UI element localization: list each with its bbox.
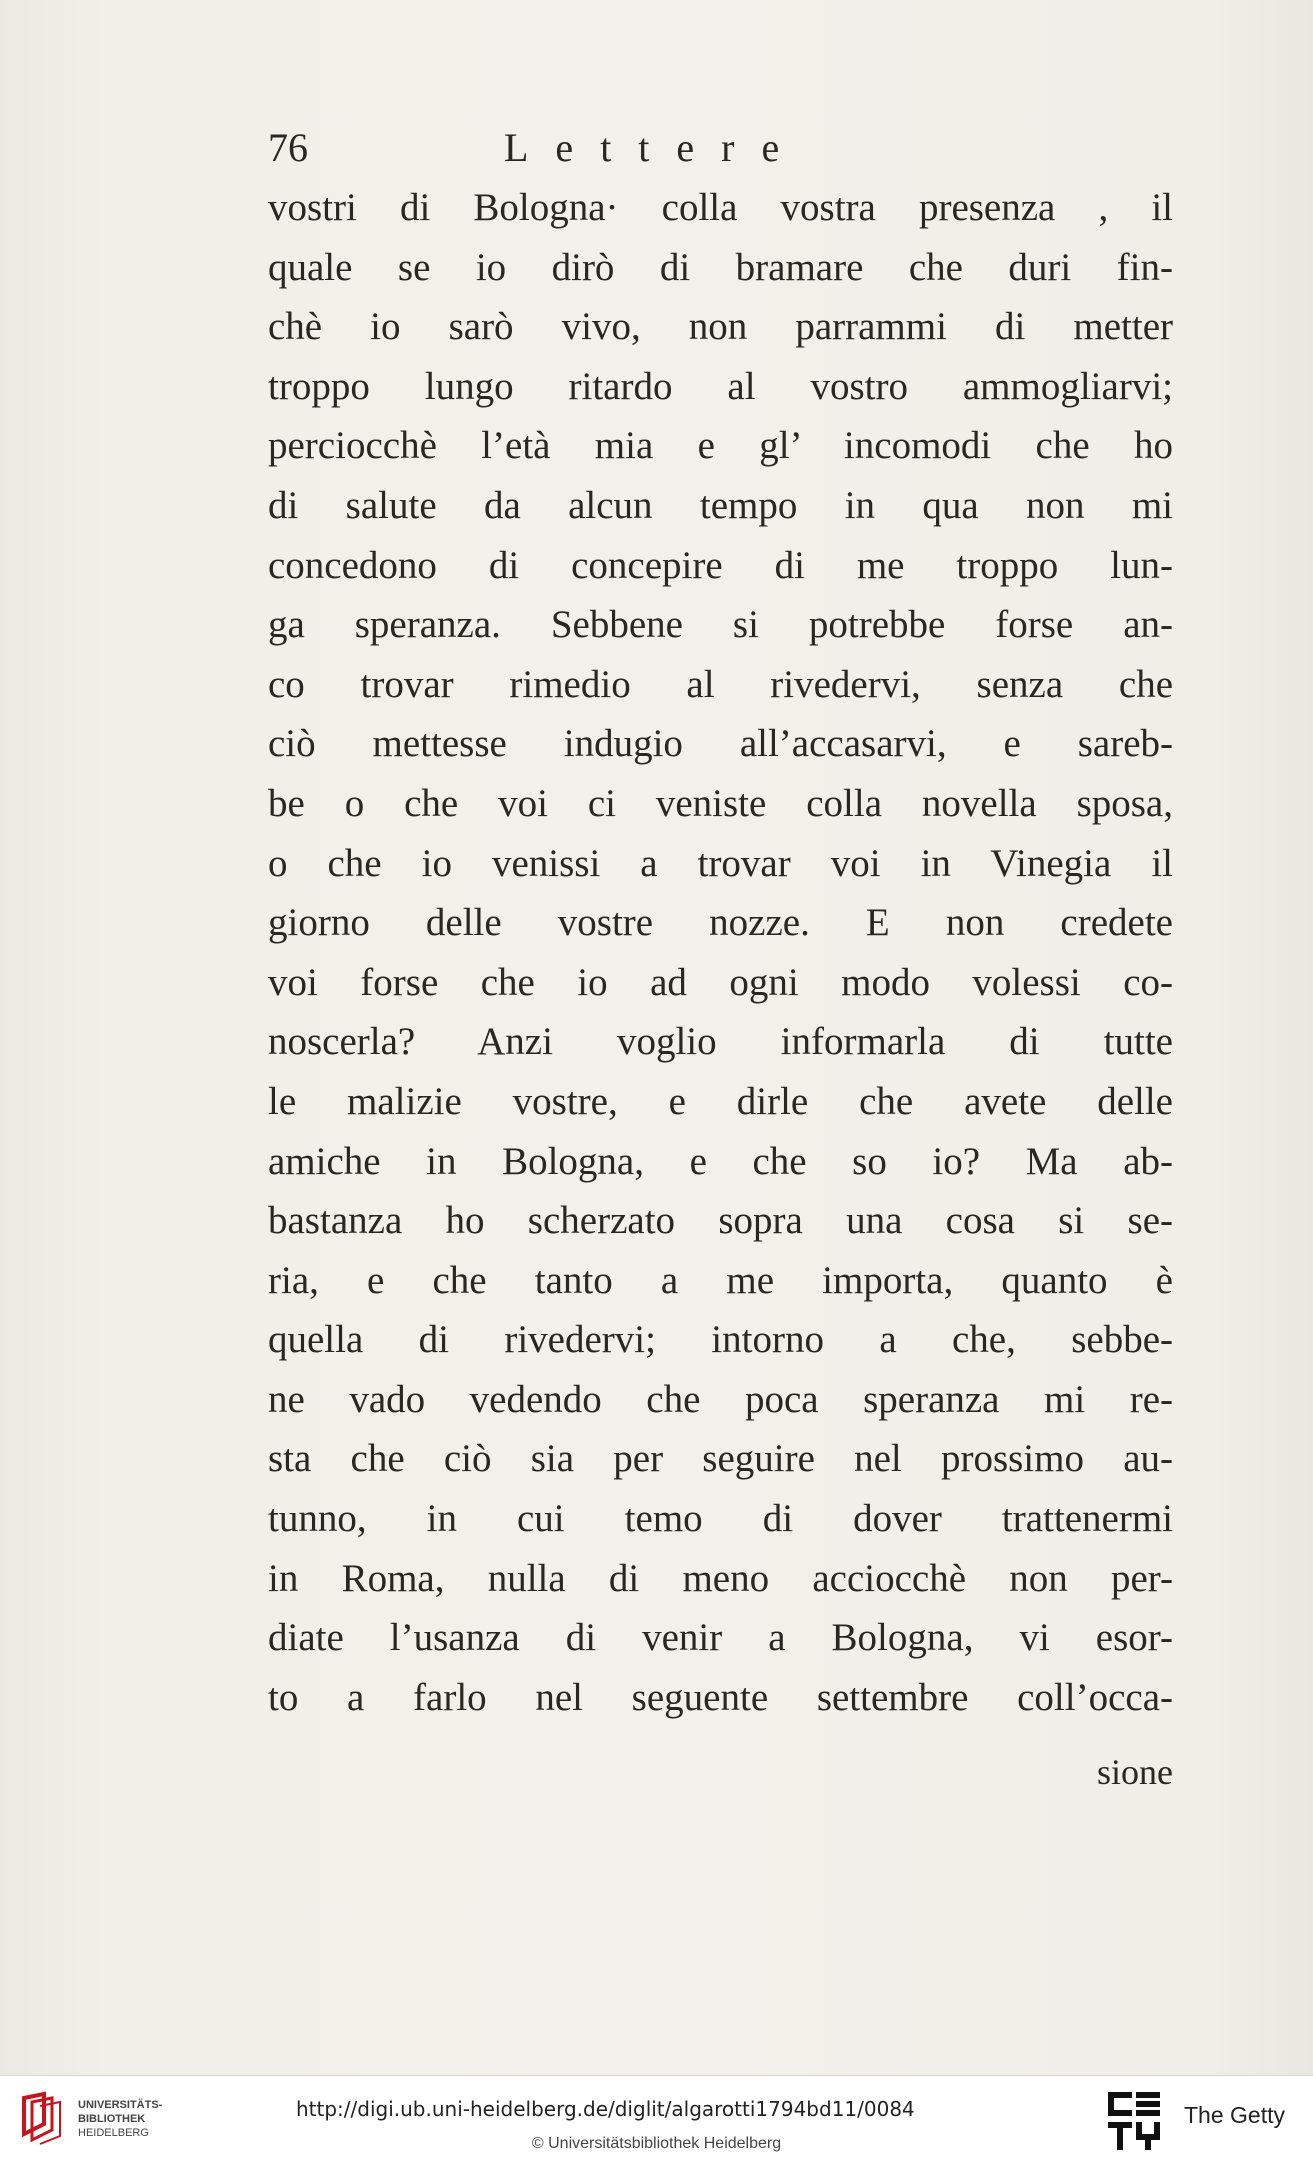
text-line: o che io venissi a trovar voi in Vinegia il xyxy=(268,841,1173,885)
library-city: HEIDELBERG xyxy=(78,2127,149,2139)
text-line: giorno delle vostre nozze. E non credete xyxy=(268,901,1173,945)
text-line: bastanza ho scherzato sopra una cosa si se- xyxy=(268,1199,1173,1243)
copyright-notice: © Universitätsbibliothek Heidelberg xyxy=(531,2135,782,2152)
text-line: be o che voi ci veniste colla novella sposa, xyxy=(268,781,1173,825)
text-line: ria, e che tanto a me importa, quanto è xyxy=(268,1258,1173,1302)
text-line: in Roma, nulla di meno acciocchè non per- xyxy=(268,1556,1173,1600)
text-line: le malizie vostre, e dirle che avete delle xyxy=(268,1079,1173,1123)
text-line: quale se io dirò di bramare che duri fin- xyxy=(268,245,1173,289)
running-head: Lettere xyxy=(504,125,807,170)
catchword: sione xyxy=(1097,1752,1173,1792)
text-line: chè io sarò vivo, non parrammi di metter xyxy=(268,305,1173,349)
text-line: vostri di Bologna· colla vostra presenza , il xyxy=(268,186,1173,229)
page-number: 76 xyxy=(268,125,308,170)
text-line: tunno, in cui temo di dover trattenermi xyxy=(268,1497,1173,1541)
viewer-footer xyxy=(0,2075,1313,2170)
page-header xyxy=(268,118,1188,178)
permalink-url[interactable]: http://digi.ub.uni-heidelberg.de/diglit/algarotti1794bd11/0084 xyxy=(296,2097,915,2121)
text-line: quella di rivedervi; intorno a che, sebbe- xyxy=(268,1318,1173,1362)
text-line: di salute da alcun tempo in qua non mi xyxy=(268,483,1173,527)
text-line: troppo lungo ritardo al vostro ammogliarvi; xyxy=(268,364,1173,408)
text-line: to a farlo nel seguente settembre coll’occa- xyxy=(268,1675,1173,1719)
text-line: voi forse che io ad ogni modo volessi co- xyxy=(268,960,1173,1004)
text-line: concedono di concepire di me troppo lun- xyxy=(268,543,1173,587)
text-line: noscerla? Anzi voglio informarla di tutte xyxy=(268,1020,1173,1064)
letter-text xyxy=(268,178,1173,1727)
text-line: sta che ciò sia per seguire nel prossimo au- xyxy=(268,1437,1173,1481)
text-line: ga speranza. Sebbene si potrebbe forse an- xyxy=(268,603,1173,647)
getty-logo-icon xyxy=(1106,2090,1162,2154)
text-line: ne vado vedendo che poca speranza mi re- xyxy=(268,1377,1173,1421)
text-line: perciocchè l’età mia e gl’ incomodi che ho xyxy=(268,424,1173,468)
text-line: ciò mettesse indugio all’accasarvi, e sareb- xyxy=(268,722,1173,766)
text-line: diate l’usanza di venir a Bologna, vi esor- xyxy=(268,1616,1173,1660)
text-line: co trovar rimedio al rivedervi, senza che xyxy=(268,662,1173,706)
library-name-line2: BIBLIOTHEK xyxy=(78,2113,146,2125)
library-name-line1: UNIVERSITÄTS- xyxy=(78,2099,163,2111)
text-line: amiche in Bologna, e che so io? Ma ab- xyxy=(268,1139,1173,1183)
getty-name: The Getty xyxy=(1184,2102,1285,2128)
